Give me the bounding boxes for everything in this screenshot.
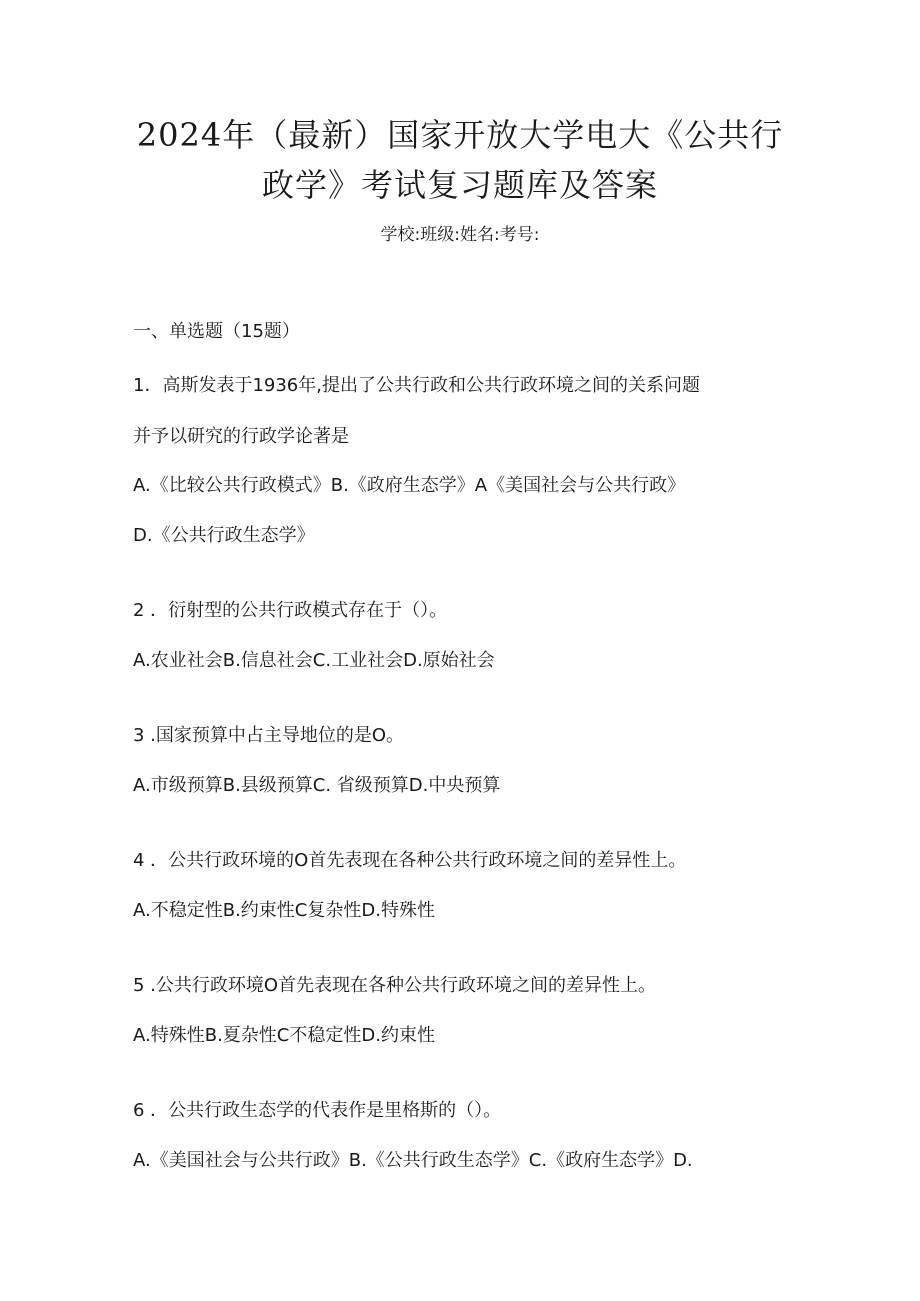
question-5-options: A.特殊性B.夏杂性C不稳定性D.约束性 [133, 1025, 435, 1046]
question-4-options: A.不稳定性B.约束性C复杂性D.特殊性 [133, 900, 435, 921]
question-1-text: 1．高斯发表于1936年,提出了公共行政和公共行政环境之间的关系问题 [133, 375, 700, 396]
document-title-line-2: 政学》考试复习题库及答案 [261, 166, 658, 204]
question-1-options-continued: D.《公共行政生态学》 [133, 525, 315, 546]
question-2-text: 2 ．衍射型的公共行政模式存在于（）。 [133, 600, 448, 621]
question-3-text: 3 .国家预算中占主导地位的是O。 [133, 725, 405, 746]
question-6-options: A.《美国社会与公共行政》B.《公共行政生态学》C.《政府生态学》D. [133, 1150, 693, 1171]
question-5-text: 5 .公共行政环境O首先表现在各种公共行政环境之间的差异性上。 [133, 975, 657, 996]
student-info-line: 学校:班级:姓名:考号: [380, 225, 540, 245]
question-2-options: A.农业社会B.信息社会C.工业社会D.原始社会 [133, 650, 495, 671]
document-title-line-1: 2024年（最新）国家开放大学电大《公共行 [136, 116, 784, 154]
question-6-text: 6 ．公共行政生态学的代表作是里格斯的（）。 [133, 1100, 502, 1121]
question-3-options: A.市级预算B.县级预算C. 省级预算D.中央预算 [133, 775, 501, 796]
question-4-text: 4 ．公共行政环境的O首先表现在各种公共行政环境之间的差异性上。 [133, 850, 687, 871]
section-heading: 一、单选题（15题） [133, 321, 300, 342]
question-1-options: A.《比较公共行政模式》B.《政府生态学》A《美国社会与公共行政》 [133, 475, 686, 496]
question-1-text-continued: 并予以研究的行政学论著是 [133, 426, 349, 447]
